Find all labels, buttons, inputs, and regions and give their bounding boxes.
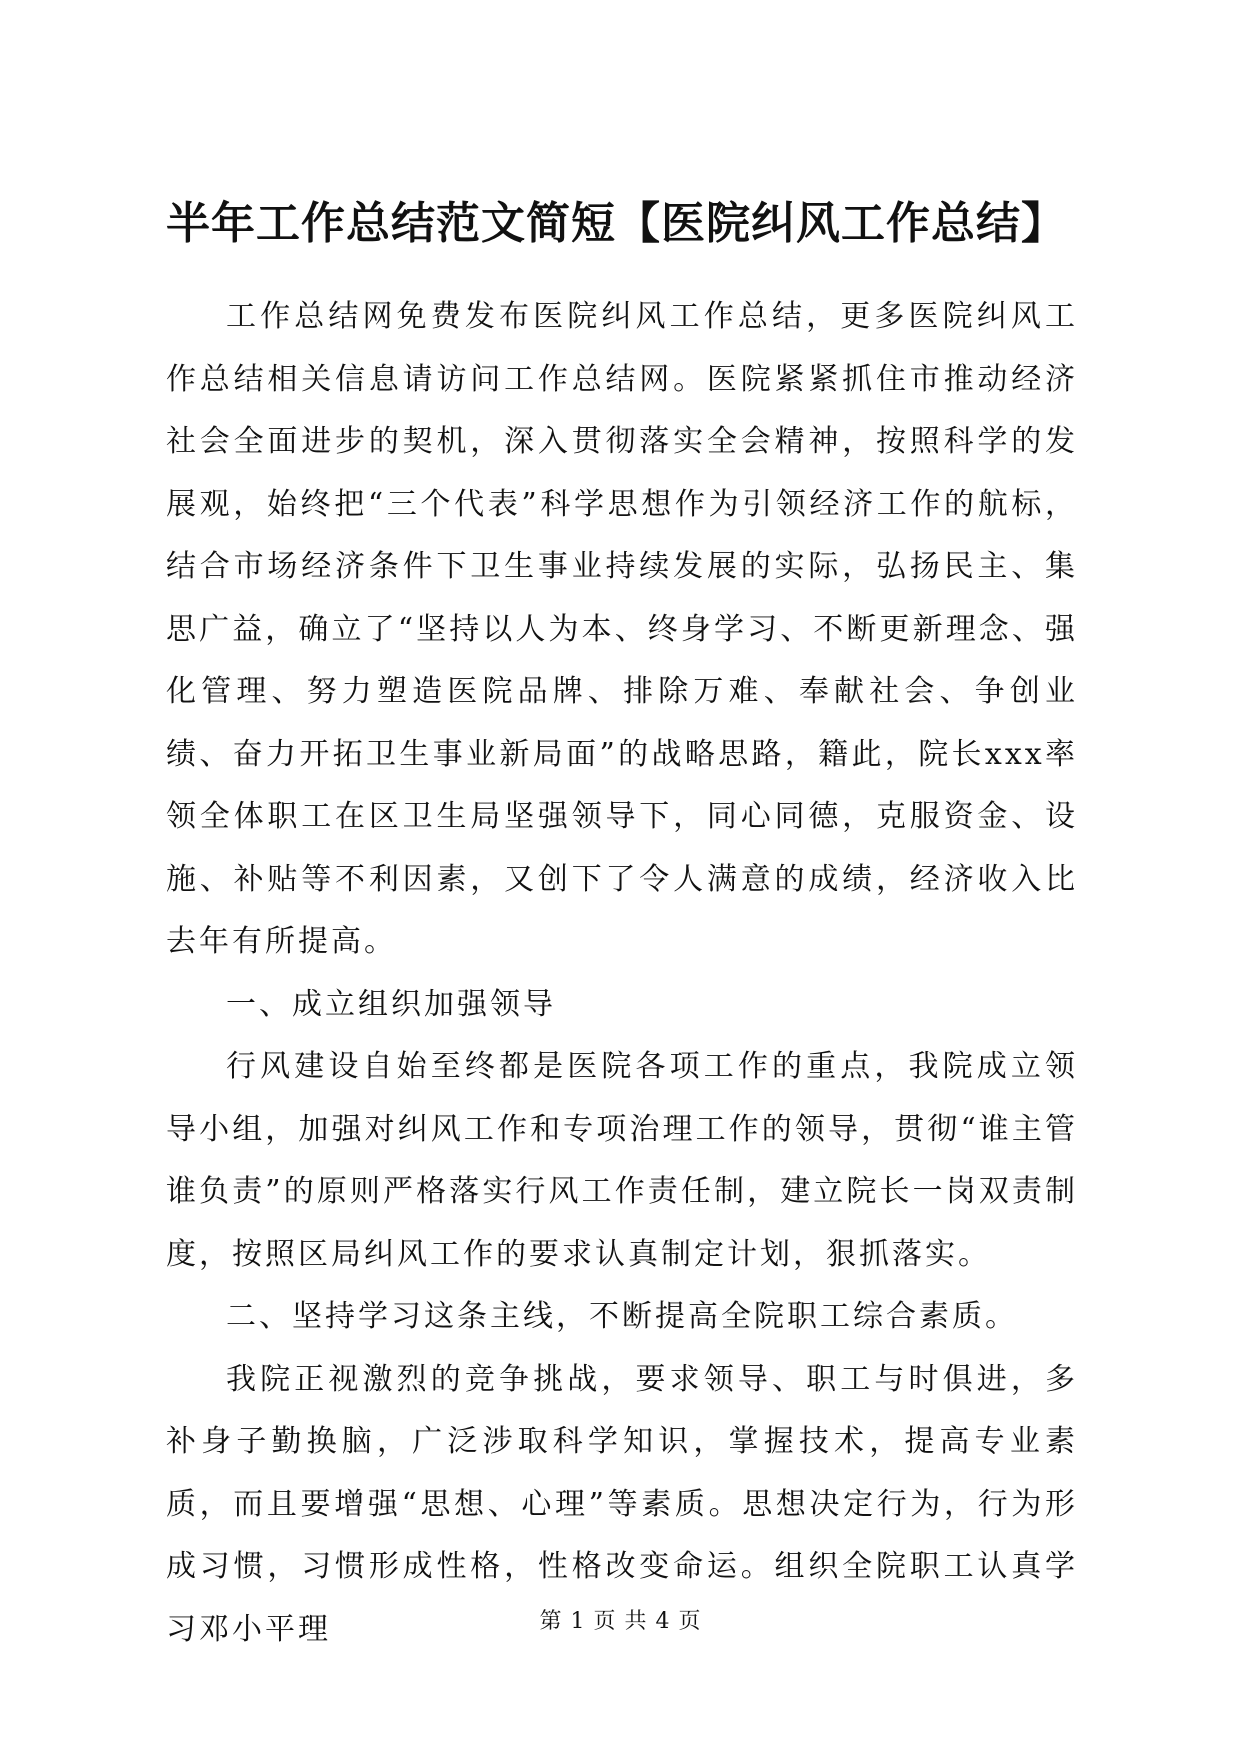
paragraph-section-1: 行风建设自始至终都是医院各项工作的重点，我院成立领导小组，加强对纠风工作和专项治理工作的领导，贯彻“谁主管谁负责”的原则严格落实行风工作责任制，建立院长一岗双责制度，按照区局纠风工作的要求认真制定计划，狠抓落实。 xyxy=(166,1049,1078,1272)
paragraph-section-2: 我院正视激烈的竞争挑战，要求领导、职工与时俱进，多补身子勤换脑，广泛涉取科学知识，掌握技术，提高专业素质，而且要增强“思想、心理”等素质。思想决定行为，行为形成习惯，习惯形成性格，性格改变命运。组织全院职工认真学习邓小平理 xyxy=(166,1361,1078,1647)
section-heading-2: 二、坚持学习这条主线，不断提高全院职工综合素质。 xyxy=(226,1299,1018,1334)
paragraph-intro: 工作总结网免费发布医院纠风工作总结，更多医院纠风工作总结相关信息请访问工作总结网。医院紧紧抓住市推动经济社会全面进步的契机，深入贯彻落实全会精神，按照科学的发展观，始终把“三个代表”科学思想作为引领经济工作的航标，结合市场经济条件下卫生事业持续发展的实际，弘扬民主、集思广益，确立了“坚持以人为本、终身学习、不断更新理念、强化管理、努力塑造医院品牌、排除万难、奉献社会、争创业绩、奋力开拓卫生事业新局面”的战略思路，籍此，院长xxx率领全体职工在区卫生局坚强领导下，同心同德，克服资金、设施、补贴等不利因素，又创下了令人满意的成绩，经济收入比去年有所提高。 xyxy=(166,299,1078,959)
document-title: 半年工作总结范文简短【医院纠风工作总结】 xyxy=(166,198,1066,249)
document-body xyxy=(166,286,1078,1661)
section-heading-1: 一、成立组织加强领导 xyxy=(226,986,556,1022)
page-number: 第 1 页 共 4 页 xyxy=(539,1609,702,1634)
